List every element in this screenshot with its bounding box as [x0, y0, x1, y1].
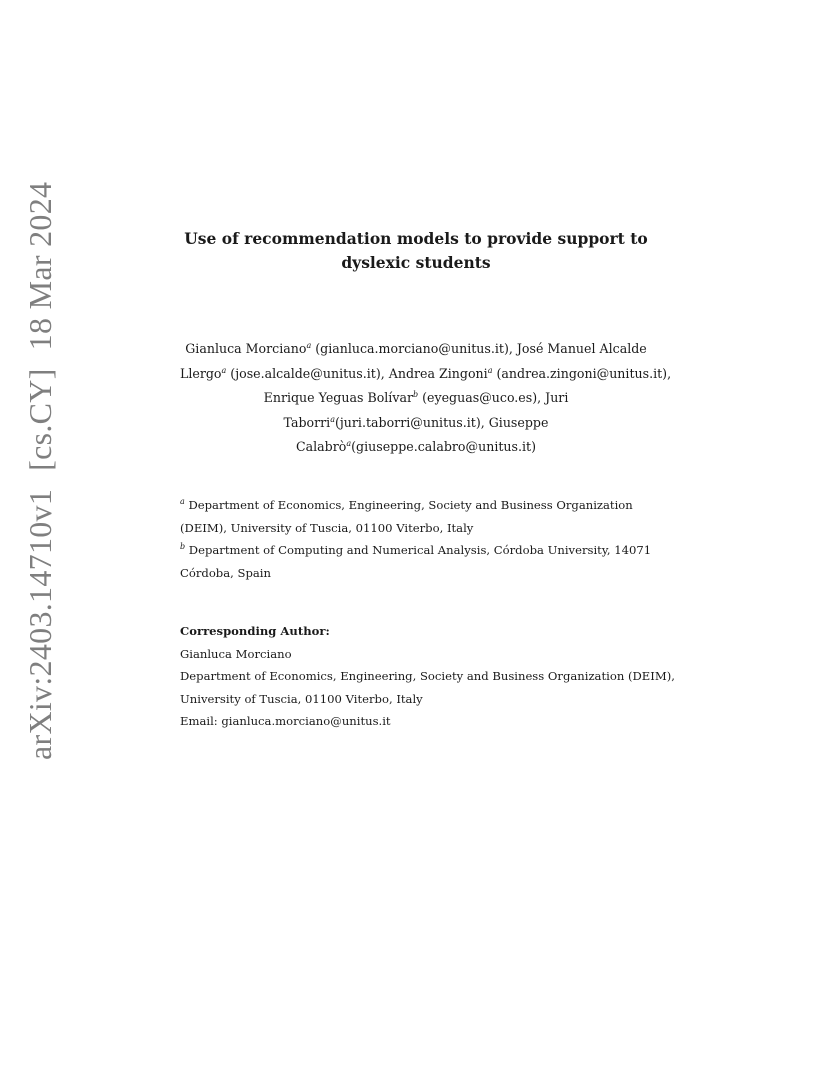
affiliation-mark: a	[346, 439, 352, 448]
affiliation-mark: a	[180, 497, 185, 506]
corresponding-email: Email: gianluca.morciano@unitus.it	[180, 714, 391, 728]
author-email: (andrea.zingoni@unitus.it),	[492, 365, 672, 381]
author-email: (juri.taborri@unitus.it), Giuseppe	[334, 414, 549, 430]
author-line-4	[180, 411, 652, 436]
affiliation-b-line-2: Córdoba, Spain	[180, 565, 271, 580]
affiliation-mark: a	[306, 341, 312, 350]
author-email: (gianluca.morciano@unitus.it), José Manuel Alcalde	[311, 341, 647, 356]
arxiv-id: arXiv:2403.14710v1	[22, 488, 58, 760]
arxiv-date: 18 Mar 2024	[22, 181, 58, 351]
corresponding-heading: Corresponding Author:	[180, 624, 330, 638]
corresponding-university: University of Tuscia, 01100 Viterbo, Italy	[180, 691, 423, 706]
affiliation-mark: a	[330, 414, 335, 424]
author-email: (eyeguas@uco.es), Juri	[418, 390, 569, 405]
affiliation-a-line-2: (DEIM), University of Tuscia, 01100 Viterbo, Italy	[180, 520, 474, 535]
paper-title	[180, 227, 652, 275]
author-name: Gianluca Morciano	[185, 341, 307, 356]
corresponding-name: Gianluca Morciano	[180, 646, 292, 661]
corresponding-author-block	[180, 620, 675, 733]
author-line-5	[180, 435, 652, 460]
author-name: Calabrò	[296, 439, 347, 454]
affiliation-mark: b	[180, 542, 186, 551]
author-name: Taborri	[283, 414, 331, 430]
author-line-1	[180, 337, 652, 362]
author-name: Enrique Yeguas Bolívar	[263, 390, 413, 405]
arxiv-identifier-stamp	[22, 164, 59, 760]
affiliation-mark: b	[412, 390, 419, 399]
arxiv-category: [cs.CY]	[22, 368, 58, 471]
title-line-2: dyslexic students	[341, 253, 491, 272]
affiliation-b-line-1: $^b$ Department of Computing and Numerical Analysis, Córdoba University, 14071	[180, 542, 652, 557]
affiliation-mark: a	[221, 365, 227, 375]
author-line-3	[180, 386, 652, 411]
corresponding-department: Department of Economics, Engineering, Society and Business Organization (DEIM),	[180, 669, 675, 683]
author-name: Llergo	[180, 365, 222, 381]
affiliation-mark: a	[487, 365, 493, 375]
author-list	[180, 337, 672, 460]
author-line-2	[180, 362, 672, 387]
affiliation-a-line-1: $^a$ Department of Economics, Engineering, Society and Business Organization	[180, 497, 633, 512]
affiliations	[180, 494, 650, 584]
author-email: (jose.alcalde@unitus.it), Andrea Zingoni	[226, 365, 488, 381]
author-email: (giuseppe.calabro@unitus.it)	[351, 439, 536, 454]
title-line-1: Use of recommendation models to provide support to	[184, 229, 648, 248]
